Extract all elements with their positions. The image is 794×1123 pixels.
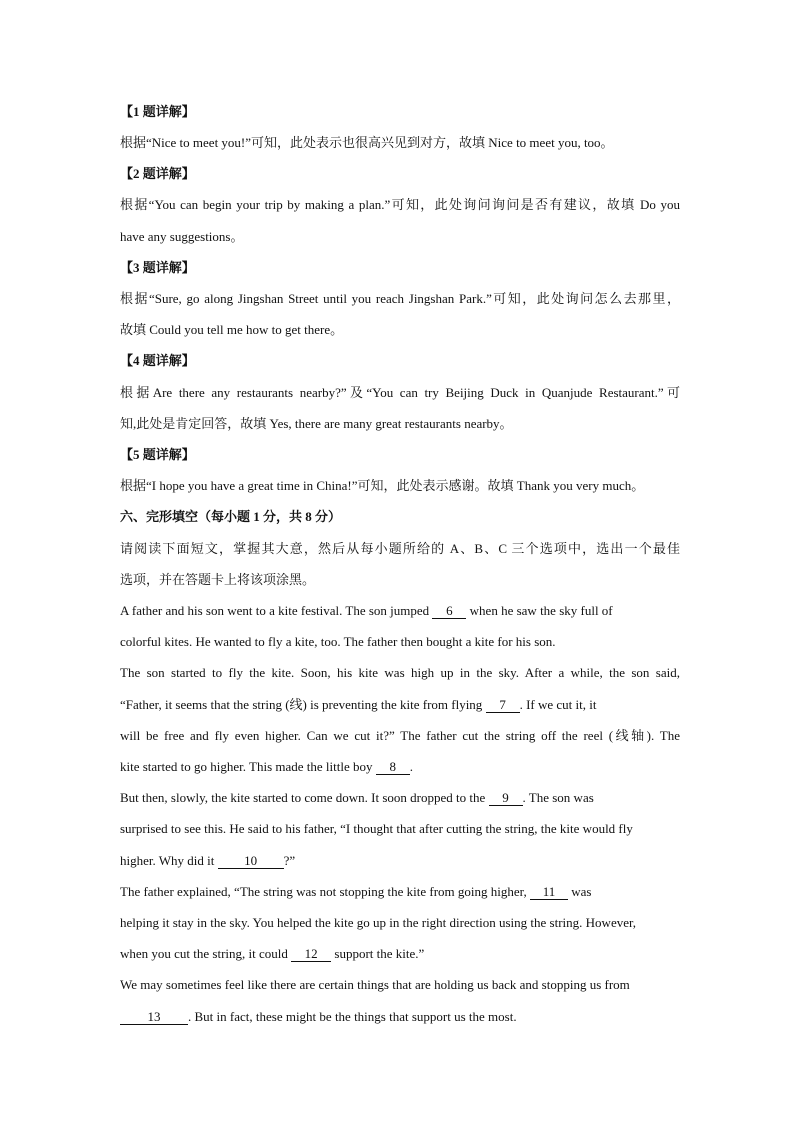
answer-3-line-1: 根据“Sure, go along Jingshan Street until you reach Jingshan Park.”可知，此处询问怎么去那里， xyxy=(120,291,680,306)
passage-line-10: The father explained, “The string was not stopping the kite from going higher, 11 was xyxy=(120,884,592,899)
passage-line-3: The son started to fly the kite. Soon, his kite was high up in the sky. After a while, the son said, xyxy=(120,665,680,680)
passage-line-9: higher. Why did it 10 ?” xyxy=(120,853,296,868)
passage-line-14: 13 . But in fact, these might be the things that support us the most. xyxy=(120,1009,680,1025)
blank-9: 9 xyxy=(489,791,523,806)
blank-8: 8 xyxy=(376,760,410,775)
passage-line-7: But then, slowly, the kite started to come down. It soon dropped to the 9 . The son was xyxy=(120,790,594,805)
answer-4-line-2: 知,此处是肯定回答，故填 Yes, there are many great restaurants nearby。 xyxy=(120,416,513,431)
section-instruction-line-2: 选项，并在答题卡上将该项涂黑。 xyxy=(120,572,316,587)
blank-11: 11 xyxy=(530,885,568,900)
blank-10: 10 xyxy=(218,854,284,869)
answer-1-header: 【1 题详解】 xyxy=(120,104,195,119)
answer-2-line-1: 根据“You can begin your trip by making a plan.”可知，此处询问询问是否有建议，故填 Do you xyxy=(120,197,680,212)
answer-1-line-1: 根据“Nice to meet you!”可知，此处表示也很高兴见到对方，故填 Nice to meet you, too。 xyxy=(120,135,614,150)
answer-2-header: 【2 题详解】 xyxy=(120,166,195,181)
section-instruction-line-1: 请阅读下面短文，掌握其大意，然后从每小题所给的 A、B、C 三个选项中，选出一个最佳 xyxy=(120,541,680,556)
passage-line-13: We may sometimes feel like there are certain things that are holding us back and stopping us from xyxy=(120,977,630,992)
answer-3-header: 【3 题详解】 xyxy=(120,260,195,275)
answer-2-line-2: have any suggestions。 xyxy=(120,229,244,244)
answer-5-line-1: 根据“I hope you have a great time in China!”可知，此处表示感谢。故填 Thank you very much。 xyxy=(120,478,645,493)
blank-7: 7 xyxy=(486,698,520,713)
passage-line-2: colorful kites. He wanted to fly a kite, too. The father then bought a kite for his son. xyxy=(120,634,556,649)
passage-line-11: helping it stay in the sky. You helped the kite go up in the right direction using the string. However, xyxy=(120,915,637,930)
answer-4-header: 【4 题详解】 xyxy=(120,353,195,368)
passage-line-6: kite started to go higher. This made the little boy 8 . xyxy=(120,759,413,774)
blank-6: 6 xyxy=(432,604,466,619)
passage-line-8: surprised to see this. He said to his father, “I thought that after cutting the string, the kite would fly xyxy=(120,821,633,836)
blank-12: 12 xyxy=(291,947,331,962)
passage-line-1: A father and his son went to a kite festival. The son jumped 6 when he saw the sky full of xyxy=(120,603,613,618)
section-title: 六、完形填空（每小题 1 分，共 8 分） xyxy=(120,509,342,524)
passage-line-4: “Father, it seems that the string (线) is preventing the kite from flying 7 . If we cut it, it xyxy=(120,697,597,712)
passage-line-12: when you cut the string, it could 12 support the kite.” xyxy=(120,946,425,961)
answer-3-line-2: 故填 Could you tell me how to get there。 xyxy=(120,322,344,337)
answer-4-line-1: 根据Are there any restaurants nearby?”及“You can try Beijing Duck in Quanjude Restaurant.”可 xyxy=(120,385,680,400)
passage-line-5: will be free and fly even higher. Can we cut it?” The father cut the string off the reel (线轴). The xyxy=(120,728,680,743)
blank-13: 13 xyxy=(120,1010,188,1025)
answer-5-header: 【5 题详解】 xyxy=(120,447,195,462)
